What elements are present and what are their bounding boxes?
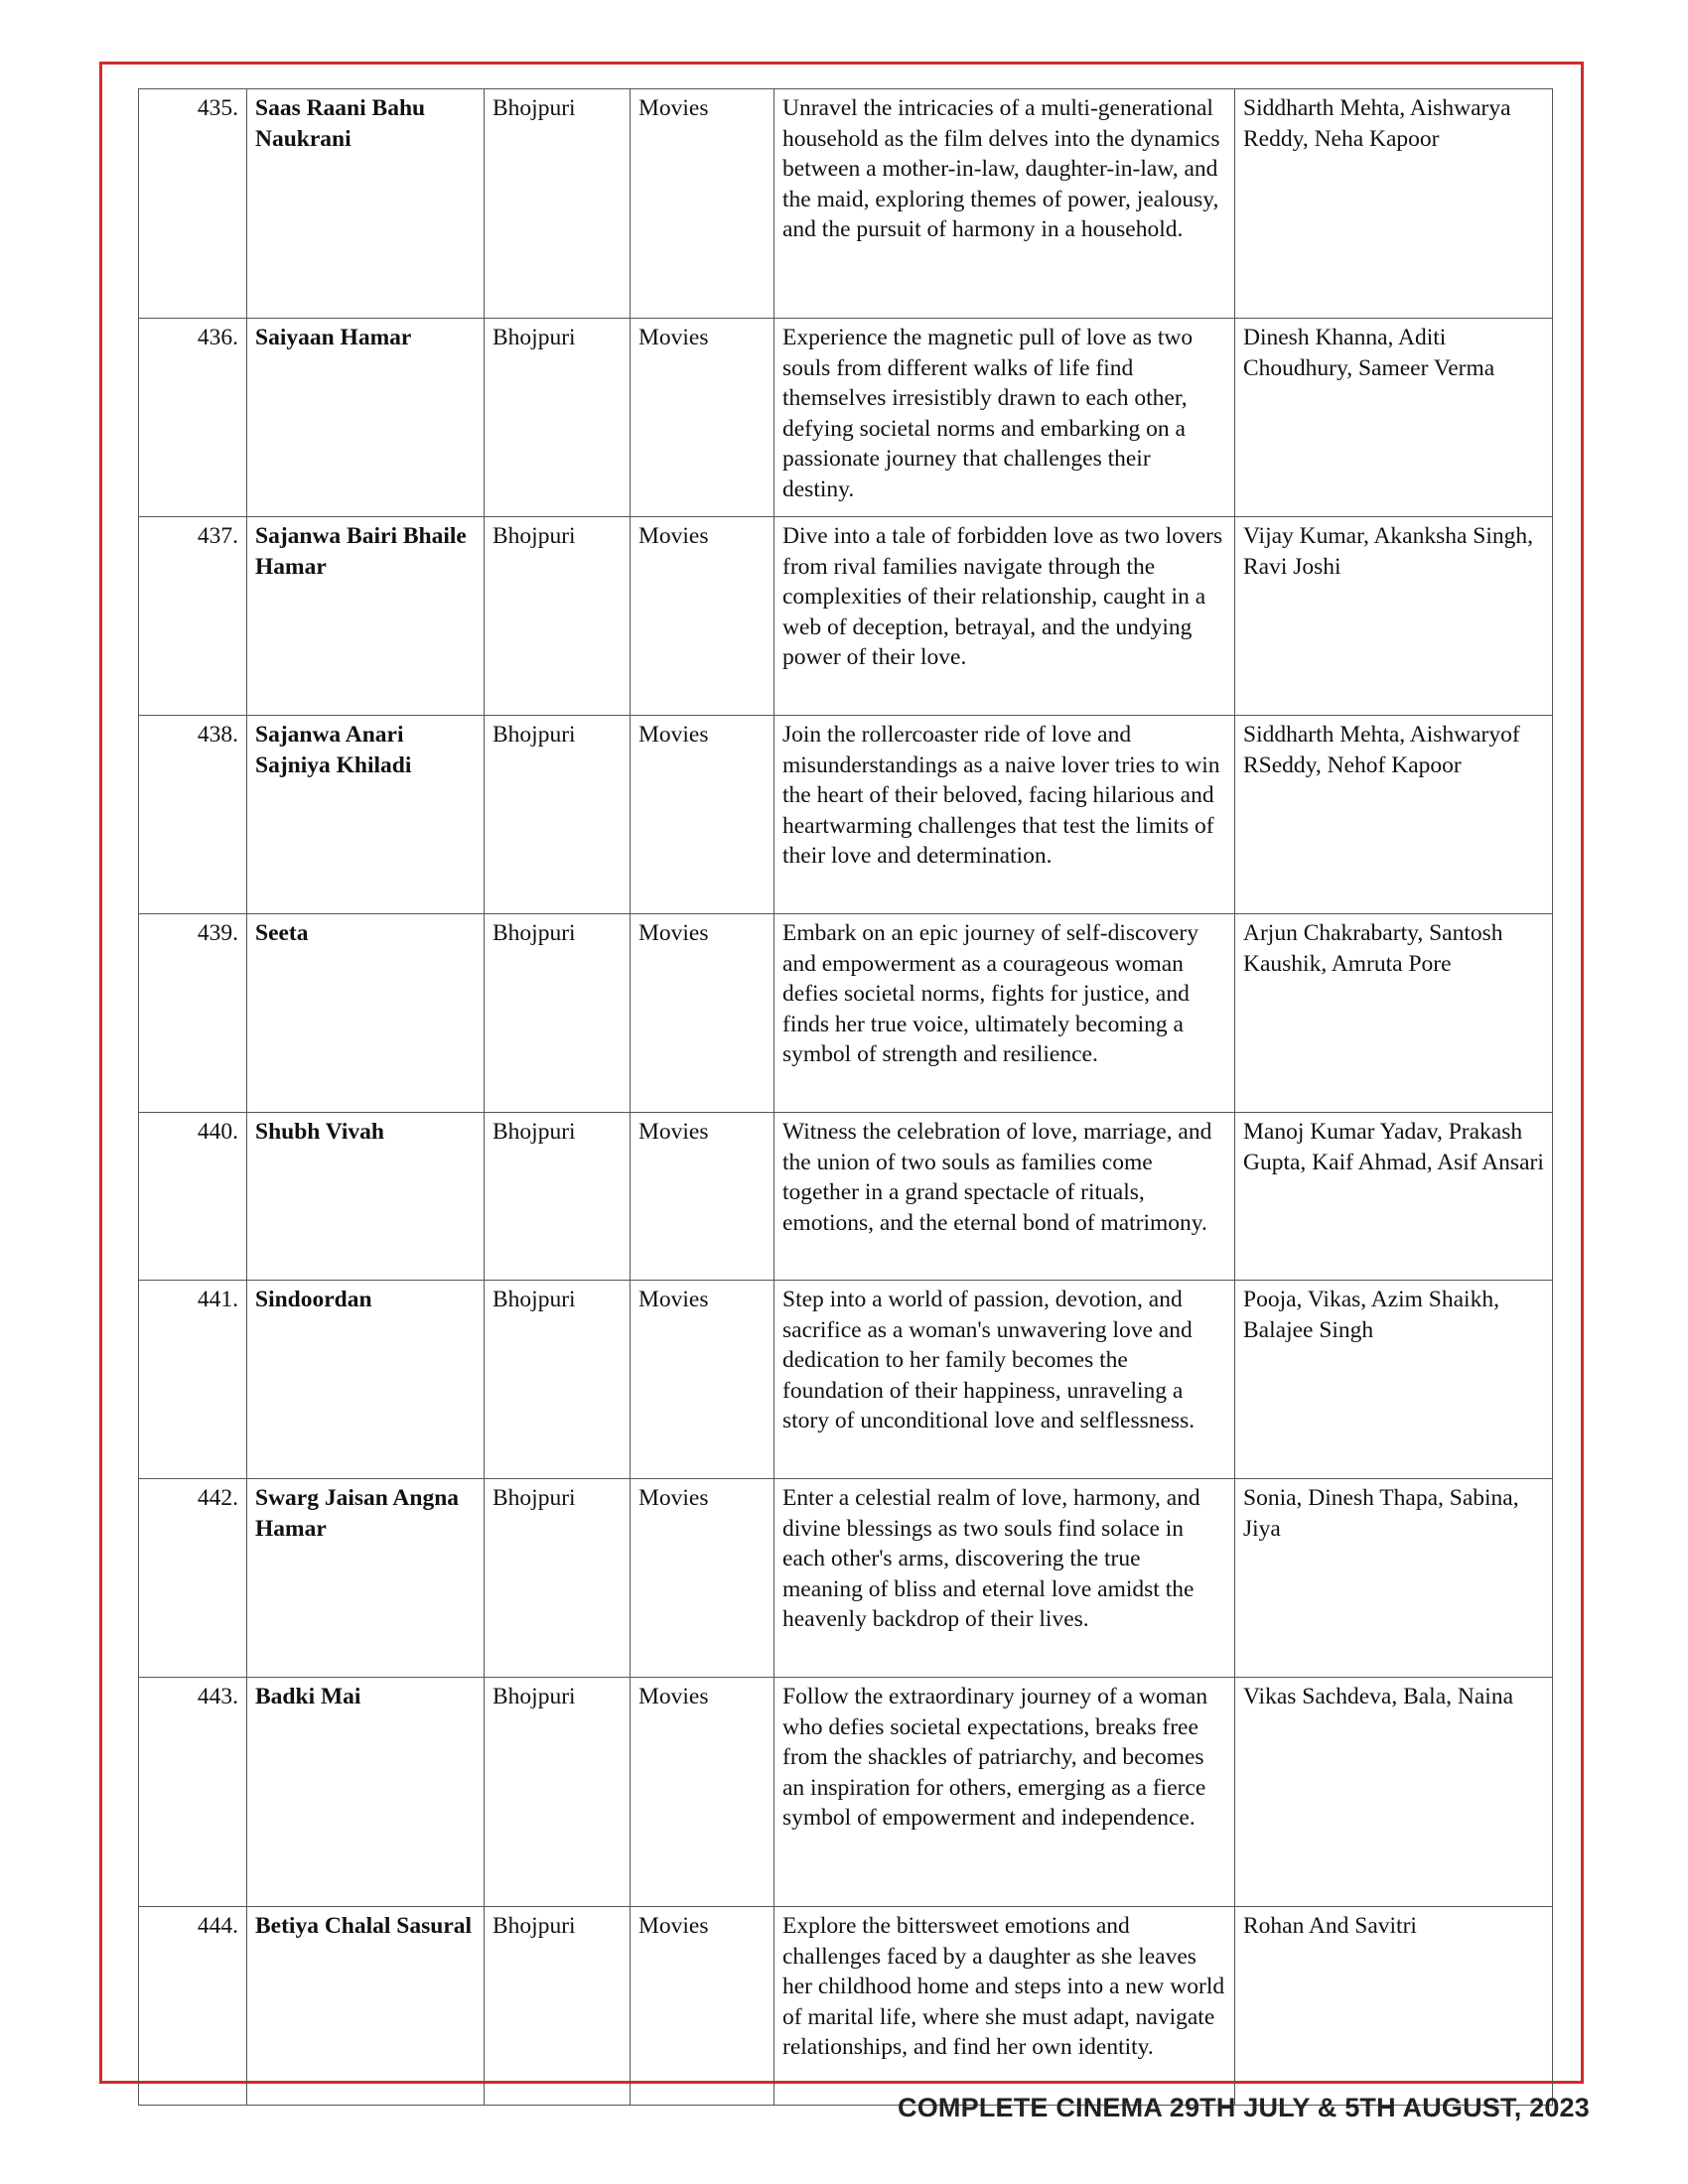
cast-cell: Arjun Chakrabarty, Santosh Kaushik, Amruta Pore xyxy=(1235,914,1553,1113)
cast-cell: Sonia, Dinesh Thapa, Sabina, Jiya xyxy=(1235,1479,1553,1678)
category-cell: Movies xyxy=(631,319,774,517)
row-number: 435. xyxy=(139,89,247,319)
cast-cell: Pooja, Vikas, Azim Shaikh, Balajee Singh xyxy=(1235,1281,1553,1479)
title-cell: Badki Mai xyxy=(247,1678,485,1907)
title-cell: Saas Raani Bahu Naukrani xyxy=(247,89,485,319)
table-row xyxy=(139,1678,1553,1907)
row-number: 439. xyxy=(139,914,247,1113)
title-cell: Seeta xyxy=(247,914,485,1113)
title-cell: Sindoordan xyxy=(247,1281,485,1479)
category-cell: Movies xyxy=(631,1678,774,1907)
title-cell: Shubh Vivah xyxy=(247,1113,485,1281)
cast-cell: Siddharth Mehta, Aishwarya Reddy, Neha Kapoor xyxy=(1235,89,1553,319)
category-cell: Movies xyxy=(631,1113,774,1281)
language-cell: Bhojpuri xyxy=(485,914,631,1113)
category-cell: Movies xyxy=(631,1281,774,1479)
description-cell: Follow the extraordinary journey of a woman who defies societal expectations, breaks free from the shackles of patriarchy, and becomes an inspiration for others, emerging as a fierce symbol of empowerment and independence. xyxy=(774,1678,1235,1907)
description-cell: Witness the celebration of love, marriage, and the union of two souls as families come together in a grand spectacle of rituals, emotions, and the eternal bond of matrimony. xyxy=(774,1113,1235,1281)
language-cell: Bhojpuri xyxy=(485,1113,631,1281)
cast-cell: Vijay Kumar, Akanksha Singh, Ravi Joshi xyxy=(1235,517,1553,716)
table-row xyxy=(139,517,1553,716)
row-number: 440. xyxy=(139,1113,247,1281)
title-cell: Betiya Chalal Sasural xyxy=(247,1907,485,2106)
cast-cell: Rohan And Savitri xyxy=(1235,1907,1553,2106)
table-row xyxy=(139,319,1553,517)
row-number: 444. xyxy=(139,1907,247,2106)
category-cell: Movies xyxy=(631,716,774,914)
language-cell: Bhojpuri xyxy=(485,89,631,319)
table-row xyxy=(139,89,1553,319)
description-cell: Step into a world of passion, devotion, and sacrifice as a woman's unwavering love and dedication to her family becomes the foundation of their happiness, unraveling a story of unconditional love and selflessness. xyxy=(774,1281,1235,1479)
row-number: 442. xyxy=(139,1479,247,1678)
language-cell: Bhojpuri xyxy=(485,1281,631,1479)
row-number: 438. xyxy=(139,716,247,914)
language-cell: Bhojpuri xyxy=(485,517,631,716)
title-cell: Swarg Jaisan Angna Hamar xyxy=(247,1479,485,1678)
row-number: 443. xyxy=(139,1678,247,1907)
language-cell: Bhojpuri xyxy=(485,319,631,517)
table-row xyxy=(139,914,1553,1113)
cast-cell: Dinesh Khanna, Aditi Choudhury, Sameer Verma xyxy=(1235,319,1553,517)
language-cell: Bhojpuri xyxy=(485,716,631,914)
description-cell: Experience the magnetic pull of love as two souls from different walks of life find themselves irresistibly drawn to each other, defying societal norms and embarking on a passionate journey that challenges their destiny. xyxy=(774,319,1235,517)
category-cell: Movies xyxy=(631,89,774,319)
description-cell: Unravel the intricacies of a multi-generational household as the film delves into the dynamics between a mother-in-law, daughter-in-law, and the maid, exploring themes of power, jealousy, and the pursuit of harmony in a household. xyxy=(774,89,1235,319)
description-cell: Dive into a tale of forbidden love as two lovers from rival families navigate through the complexities of their relationship, caught in a web of deception, betrayal, and the undying power of their love. xyxy=(774,517,1235,716)
description-cell: Explore the bittersweet emotions and challenges faced by a daughter as she leaves her childhood home and steps into a new world of marital life, where she must adapt, navigate relationships, and find her own identity. xyxy=(774,1907,1235,2106)
listing-table xyxy=(138,88,1553,2106)
language-cell: Bhojpuri xyxy=(485,1907,631,2106)
description-cell: Embark on an epic journey of self-discovery and empowerment as a courageous woman defies societal norms, fights for justice, and finds her true voice, ultimately becoming a symbol of strength and resilience. xyxy=(774,914,1235,1113)
description-cell: Enter a celestial realm of love, harmony, and divine blessings as two souls find solace in each other's arms, discovering the true meaning of bliss and eternal love amidst the heavenly backdrop of their lives. xyxy=(774,1479,1235,1678)
category-cell: Movies xyxy=(631,1479,774,1678)
footer-publication-line: COMPLETE CINEMA 29TH JULY & 5TH AUGUST, 2023 xyxy=(898,2093,1590,2122)
category-cell: Movies xyxy=(631,914,774,1113)
language-cell: Bhojpuri xyxy=(485,1479,631,1678)
category-cell: Movies xyxy=(631,1907,774,2106)
cast-cell: Siddharth Mehta, Aishwaryof RSeddy, Nehof Kapoor xyxy=(1235,716,1553,914)
title-cell: Sajanwa Anari Sajniya Khiladi xyxy=(247,716,485,914)
language-cell: Bhojpuri xyxy=(485,1678,631,1907)
row-number: 437. xyxy=(139,517,247,716)
row-number: 436. xyxy=(139,319,247,517)
table-row xyxy=(139,1281,1553,1479)
description-cell: Join the rollercoaster ride of love and misunderstandings as a naive lover tries to win the heart of their beloved, facing hilarious and heartwarming challenges that test the limits of their love and determination. xyxy=(774,716,1235,914)
cast-cell: Vikas Sachdeva, Bala, Naina xyxy=(1235,1678,1553,1907)
row-number: 441. xyxy=(139,1281,247,1479)
cast-cell: Manoj Kumar Yadav, Prakash Gupta, Kaif Ahmad, Asif Ansari xyxy=(1235,1113,1553,1281)
title-cell: Sajanwa Bairi Bhaile Hamar xyxy=(247,517,485,716)
table-row xyxy=(139,1907,1553,2106)
title-cell: Saiyaan Hamar xyxy=(247,319,485,517)
table-row xyxy=(139,1113,1553,1281)
table-row xyxy=(139,1479,1553,1678)
category-cell: Movies xyxy=(631,517,774,716)
table-row xyxy=(139,716,1553,914)
